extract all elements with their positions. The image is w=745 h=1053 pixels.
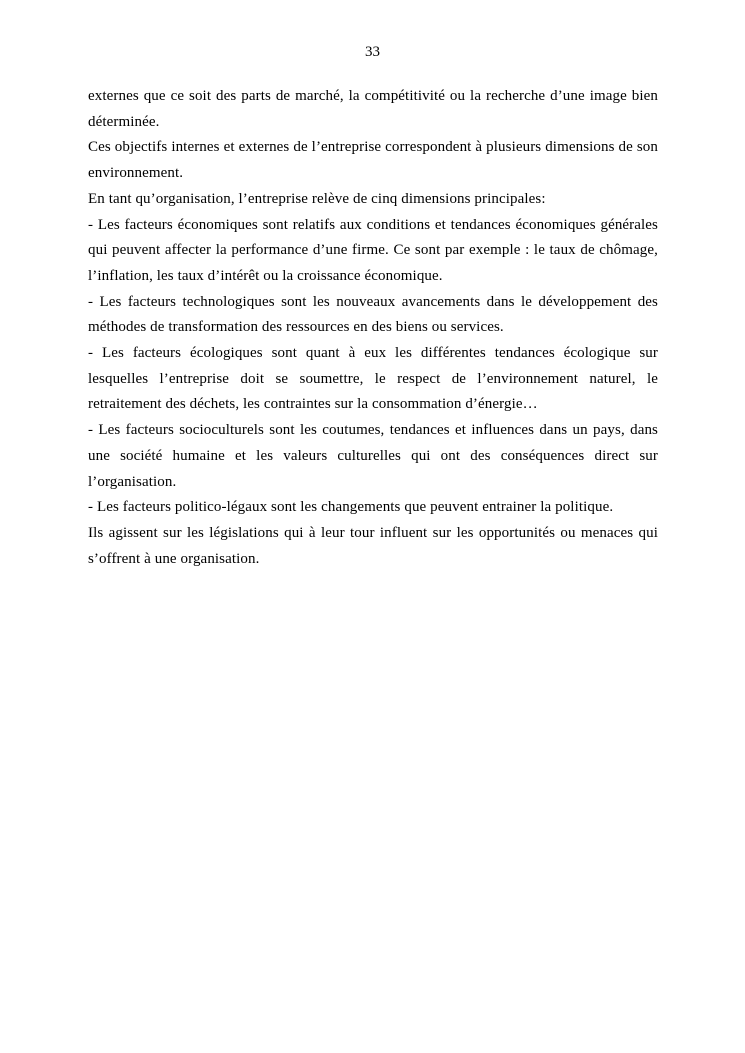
paragraph-facteurs-technologiques: - Les facteurs technologiques sont les nouveaux avancements dans le développement des méthodes de transformation des ressources en des biens ou services. xyxy=(88,293,658,336)
page-number: 33 xyxy=(365,44,380,60)
paragraph-legislations: Ils agissent sur les législations qui à leur tour influent sur les opportunités ou menaces qui s’offrent à une organisation. xyxy=(88,524,658,567)
paragraph-facteurs-economiques: - Les facteurs économiques sont relatifs aux conditions et tendances économiques générales qui peuvent affecter la performance d’une firme. Ce sont par exemple : le taux de chômage, l’inflation, les taux d’intérêt ou la croissance économique. xyxy=(88,216,658,284)
paragraph-cinq-dimensions: En tant qu’organisation, l’entreprise relève de cinq dimensions principales: xyxy=(88,190,546,207)
paragraph-objectifs-dimensions: Ces objectifs internes et externes de l’entreprise correspondent à plusieurs dimensions de son environnement. xyxy=(88,139,658,182)
paragraph-facteurs-ecologiques: - Les facteurs écologiques sont quant à eux les différentes tendances écologique sur lesquelles l’entreprise doit se soumettre, le respect de l’environnement naturel, le retraitement des déchets, les contraintes sur la consommation d’énergie… xyxy=(88,345,658,413)
paragraph-intro-externes: externes que ce soit des parts de marché, la compétitivité ou la recherche d’une image bien déterminée. xyxy=(88,88,658,130)
document-body xyxy=(88,84,658,572)
paragraph-facteurs-socioculturels: - Les facteurs socioculturels sont les coutumes, tendances et influences dans un pays, dans une société humaine et les valeurs culturelles qui ont des conséquences direct sur l’organisation. xyxy=(88,422,658,490)
paragraph-facteurs-politico-legaux: - Les facteurs politico-légaux sont les changements que peuvent entrainer la politique. xyxy=(88,499,614,516)
